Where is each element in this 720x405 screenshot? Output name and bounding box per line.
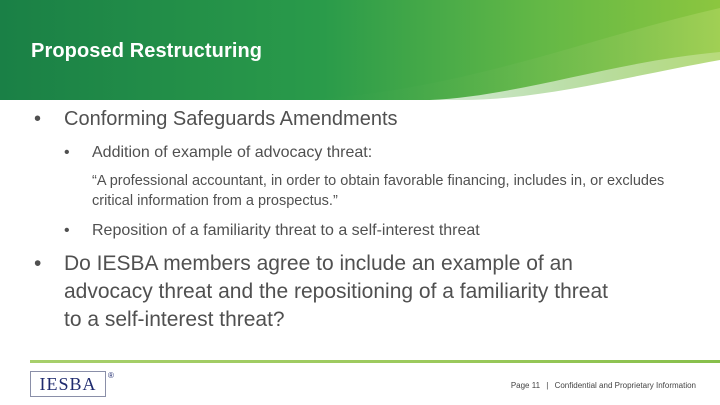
bullet-level1-question [34, 250, 704, 334]
page-number: Page 11 [510, 381, 541, 390]
bullet-text: Conforming Safeguards Amendments [64, 108, 398, 130]
bullet-text: Reposition of a familiarity threat to a self-interest threat [92, 222, 480, 239]
bullet-dot-icon: • [64, 222, 70, 239]
bullet-text: Addition of example of advocacy threat: [92, 144, 373, 161]
registered-mark: ® [108, 371, 114, 380]
bullet-level2-advocacy [64, 142, 373, 163]
footer-divider [30, 360, 720, 363]
bullet-dot-icon: • [34, 252, 42, 275]
bullet-level2-reposition [64, 220, 480, 241]
slide-title: Proposed Restructuring [31, 40, 263, 62]
bullet-dot-icon: • [34, 108, 42, 130]
question-line-2: advocacy threat and the repositioning of a familiarity threat [64, 280, 608, 303]
confidentiality-label: Confidential and Proprietary Information [554, 381, 696, 390]
question-line-1: Do IESBA members agree to include an example of an [64, 252, 573, 275]
question-line-3: to a self-interest threat? [64, 308, 285, 331]
iesba-logo [30, 371, 106, 397]
bullet-dot-icon: • [64, 144, 70, 161]
footer-info [511, 381, 696, 390]
advocacy-example-quote: “A professional accountant, in order to obtain favorable financing, includes in, or excludes critical information from a prospectus.” [92, 173, 665, 209]
bullet-level1-safeguards [34, 106, 398, 133]
footer-separator: | [546, 381, 549, 390]
logo-text: IESBA [39, 373, 97, 394]
